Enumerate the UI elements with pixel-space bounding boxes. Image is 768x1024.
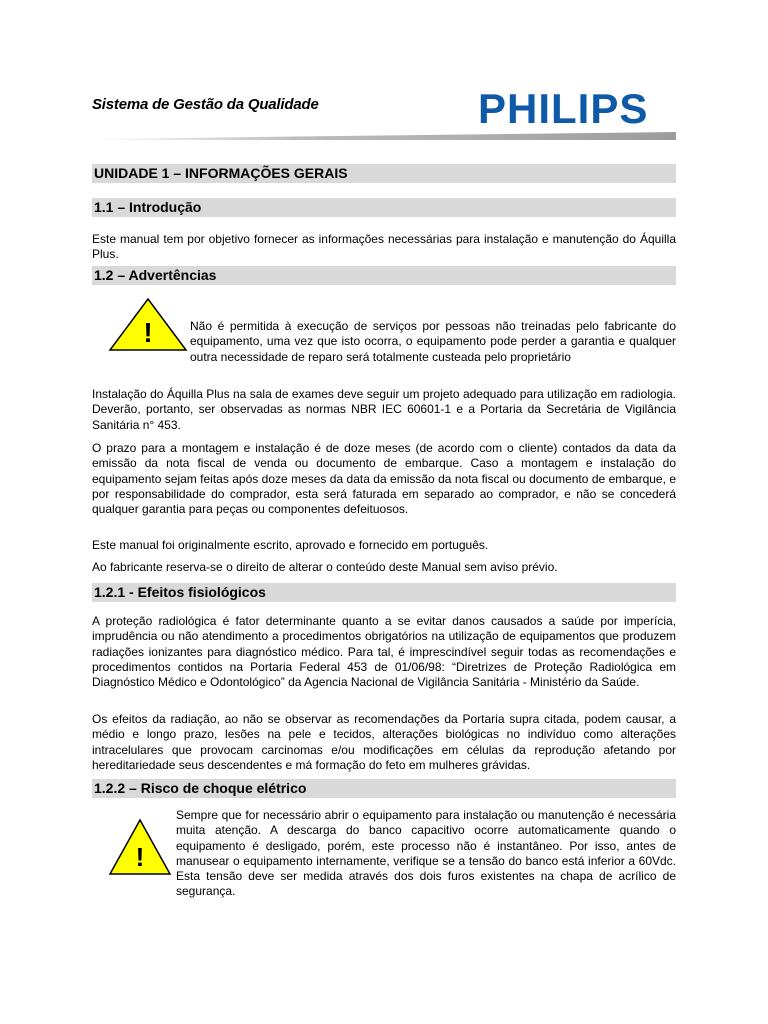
header-divider — [92, 132, 676, 140]
svg-text:!: ! — [135, 842, 145, 872]
section-heading-introduction: 1.1 – Introdução — [92, 198, 676, 217]
language-paragraph: Este manual foi originalmente escrito, aprovado e fornecido em português. — [92, 538, 489, 552]
philips-logo: PHILIPS — [478, 85, 649, 132]
section-heading-physiological-effects: 1.2.1 - Efeitos fisiológicos — [92, 583, 676, 602]
section-heading-electric-shock: 1.2.2 – Risco de choque elétrico — [92, 779, 676, 798]
document-header-title: Sistema de Gestão da Qualidade — [92, 96, 319, 113]
unit-heading: UNIDADE 1 – INFORMAÇÕES GERAIS — [92, 164, 676, 183]
svg-text:!: ! — [143, 317, 153, 348]
warning-icon — [108, 818, 172, 876]
radiation-effects-paragraph: Os efeitos da radiação, ao não se observar as recomendações da Portaria supra citada, podem causar, a médio e longo prazo, lesões na pele e tecidos, alterações biológicas no indivíduo como alterações intracelulares que provocam carcinomas e/ou modificações em células da reprodução afetando por hereditariedade seus descendentes e má formação do feto em mulheres grávidas. — [92, 712, 676, 772]
deadline-paragraph: O prazo para a montagem e instalação é de doze meses (de acordo com o cliente) contados da data da emissão da nota fiscal de venda ou documento de embarque. Caso a montagem e instalação do equipamento sejam feitas após doze meses da data da emissão da nota fiscal ou documento de embarque, e por responsabilidade do comprador, esta será faturada em separado ao comprador, e não se concederá qualquer garantia para peças ou componentes defeituosos. — [92, 441, 676, 517]
installation-paragraph: Instalação do Áquilla Plus na sala de exames deve seguir um projeto adequado para utilização em radiologia. Deverão, portanto, ser observadas as normas NBR IEC 60601-1 e a Portaria da Secretária de Vigilância Sanitária n° 453. — [92, 387, 676, 432]
intro-paragraph: Este manual tem por objetivo fornecer as informações necessárias para instalação e manutenção do Áquilla Plus. — [92, 232, 676, 262]
electric-shock-paragraph: Sempre que for necessário abrir o equipamento para instalação ou manutenção é necessária muita atenção. A descarga do banco capacitivo ocorre automaticamente quando o equipamento é desligado, porém, este processo não é instantâneo. Por isso, antes de manusear o equipamento internamente, verifique se a tensão do banco está inferior a 60Vdc. Esta tensão deve ser medida através dos dois furos existentes na chapa de acrílico de segurança. — [176, 808, 676, 899]
warning-paragraph: Não é permitida à execução de serviços por pessoas não treinadas pelo fabricante do equipamento, uma vez que isto ocorra, o equipamento pode perder a garantia e qualquer outra necessidade de reparo será totalmente custeada pelo proprietário — [190, 319, 676, 364]
warning-icon — [108, 297, 188, 352]
rights-paragraph: Ao fabricante reserva-se o direito de alterar o conteúdo deste Manual sem aviso prévio. — [92, 560, 558, 574]
radioprotection-paragraph: A proteção radiológica é fator determinante quanto a se evitar danos causados a saúde por imperícia, imprudência ou não atendimento a procedimentos obrigatórios na utilização de equipamentos que produzem radiações ionizantes para diagnóstico médico. Para tal, é imprescindível seguir todas as recomendações e procedimentos contidos na Portaria Federal 453 de 01/06/98: “Diretrizes de Proteção Radiológica em Diagnóstico Médico e Odontológico” da Agencia Nacional de Vigilância Sanitária - Ministério da Saúde. — [92, 614, 676, 690]
section-heading-warnings: 1.2 – Advertências — [92, 266, 676, 285]
